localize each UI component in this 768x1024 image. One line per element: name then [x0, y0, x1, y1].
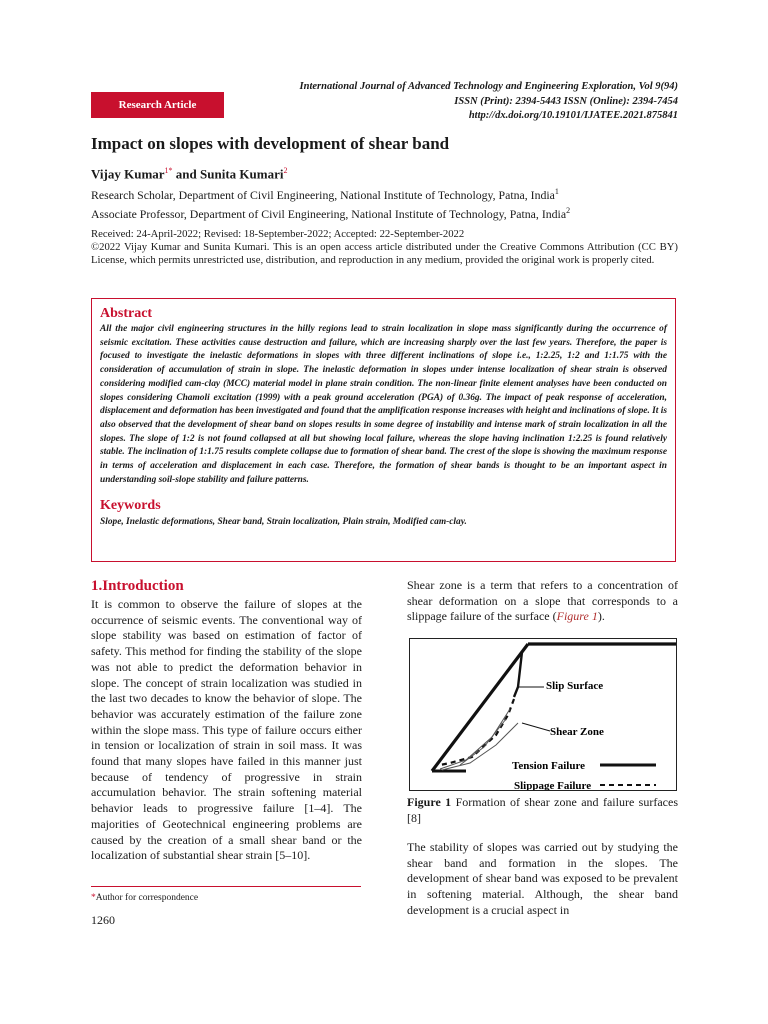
paragraph-text: ). — [597, 609, 605, 624]
affiliation-text: Associate Professor, Department of Civil Engineering, National Institute of Technology, Patna, India — [91, 206, 567, 221]
shear-band-diagram — [410, 639, 676, 790]
figure-reference-link[interactable]: Figure 1 — [556, 609, 598, 624]
author-line — [91, 166, 287, 182]
author-name: Vijay Kumar — [91, 166, 165, 182]
abstract-box — [91, 298, 676, 562]
author-conjunction: and — [172, 166, 201, 182]
abstract-text: All the major civil engineering structures in the hilly regions lead to strain localization in slope mass significantly during the occurrence of seismic excitation. These activities cause destruction and failure, which are increasing sharply over the last few years. Therefore, the paper is focused to investigate the inelastic deformations in slopes with three different inclinations of slope i.e., 1:2.25, 1:2 and 1:1.75 with the consideration of accumulation of strain in slope. The inelastic deformation in slopes under intense localization of shear strain is observed considering modified cam-clay (MCC) material model in plane strain condition. The non-linear finite element analyses have been conducted on slopes considering Chamoli excitation (1999) with a peak ground acceleration (PGA) of 0.36g. The impact of peak response of acceleration, displacement and deformation has been investigated and found that the amplification response increases with height and inclinations of slope. It is also observed that the development of shear band on slopes results in some degree of instability and intense mark of strain localization in all the slopes. The slope of 1:2 is not found collapsed at all but showing local failure, whereas the slope having inclination 1:2.25 is found relatively stable. The inclination of 1:1.75 results complete collapse due to formation of shear band. The crest of the slope is showing the maximum response in terms of acceleration and displacement in each case. Therefore, the formation of shear bands is thought to be an important aspect in understanding soil-slope stability and failure patterns. — [100, 324, 667, 485]
slope-face — [432, 644, 528, 771]
affiliations — [91, 184, 570, 222]
tension-failure-label: Tension Failure — [512, 760, 586, 772]
figure-caption-text: Formation of shear zone and failure surfaces [8] — [407, 795, 678, 825]
intro-right-paragraph — [407, 578, 678, 625]
affiliation-sup: 2 — [566, 205, 571, 215]
figure-caption-label: Figure 1 — [407, 795, 452, 809]
journal-doi[interactable]: http://dx.doi.org/10.19101/IJATEE.2021.875841 — [468, 110, 678, 121]
journal-header — [198, 80, 678, 124]
page-title: Impact on slopes with development of shear band — [91, 134, 450, 153]
journal-name: International Journal of Advanced Technology and Engineering Exploration, Vol 9(94) — [299, 81, 678, 92]
affiliation-sup: 1 — [554, 187, 559, 196]
section-heading-introduction: 1.Introduction — [91, 578, 184, 594]
paragraph-text: Shear zone is a term that refers to a concentration of shear deformation on a slope that corresponds to a slippage failure of the surface ( — [407, 578, 678, 624]
affiliation-line — [91, 184, 570, 203]
keywords-heading: Keywords — [100, 498, 161, 514]
author-name: Sunita Kumari — [200, 166, 284, 182]
footnote — [91, 893, 198, 903]
author-sup: 2 — [283, 166, 288, 175]
intro-left-paragraph: It is common to observe the failure of slopes at the occurrence of seismic events. The conventional way of slope stability was based on estimation of factor of safety. This method for finding the stability of the slope was not able to predict the deformation behavior in slope. The concept of strain localization was studied in the last two decades to know the behavior of slope. The behavior was accurately estimation of the failure zone within the slope mass. This type of failure occurs either in tension or localization of strain in soil mass. It was found that many slopes have failed in this manner just because of tendency of progressive in strain accumulation behavior. The strain softening material behavior leads to progressive failure [1–4]. The majorities of Geotechnical engineering problems are caused by the creation of a small shear band or the localization of substantial shear strain [5–10]. — [91, 597, 362, 863]
footnote-divider — [91, 886, 361, 887]
author-sup: 1* — [164, 166, 173, 175]
slip-surface-label: Slip Surface — [546, 680, 604, 692]
received-dates: Received: 24-April-2022; Revised: 18-September-2022; Accepted: 22-September-2022 — [91, 228, 465, 240]
shear-zone-label: Shear Zone — [550, 726, 604, 738]
keywords-text: Slope, Inelastic deformations, Shear band, Strain localization, Plain strain, Modified cam-clay. — [100, 517, 467, 528]
footnote-text: Author for correspondence — [95, 893, 199, 903]
journal-issn: ISSN (Print): 2394-5443 ISSN (Online): 2394-7454 — [454, 95, 678, 107]
abstract-heading: Abstract — [100, 306, 153, 321]
intro-right-paragraph-2: The stability of slopes was carried out by studying the shear band and formation in the slopes. The development of shear band was exposed to be prevalent in softening material. Although, the shear band development is a crucial aspect in — [407, 840, 678, 917]
slippage-failure-label: Slippage Failure — [514, 780, 592, 790]
affiliation-line — [91, 203, 570, 222]
footnote-star: * — [91, 893, 96, 903]
shear-zone-leader — [522, 723, 550, 731]
license-text: ©2022 Vijay Kumar and Sunita Kumari. This is an open access article distributed under the Creative Commons Attribution (CC BY) License, which permits unrestricted use, distribution, and reproduction in any medium, provided the original work is properly cited. — [91, 241, 678, 266]
article-type-badge: Research Article — [91, 92, 224, 118]
figure-caption — [407, 795, 678, 826]
figure-1 — [409, 638, 677, 791]
affiliation-text: Research Scholar, Department of Civil Engineering, National Institute of Technology, Patna, India — [91, 187, 555, 202]
page-number: 1260 — [91, 913, 115, 927]
